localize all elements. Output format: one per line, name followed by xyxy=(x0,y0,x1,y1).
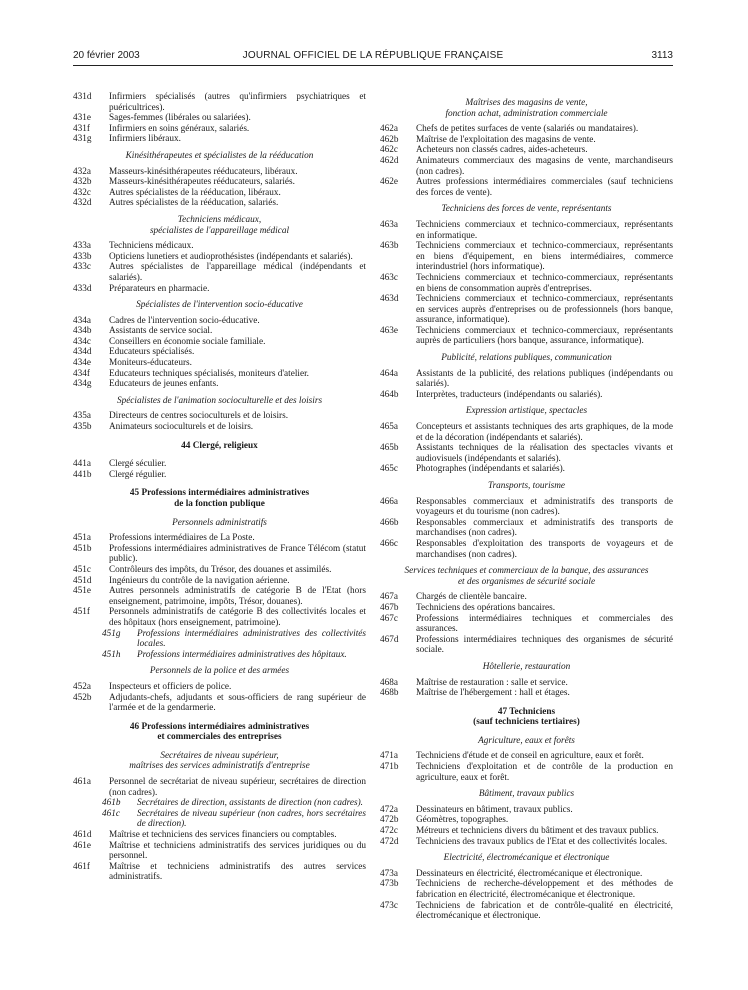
category-subheading: Bâtiment, travaux publics xyxy=(478,789,575,800)
occupation-entry xyxy=(380,273,673,294)
occupation-entry xyxy=(73,862,366,883)
occupation-code: 467b xyxy=(380,602,399,613)
occupation-label: Ingénieurs du contrôle de la navigation aérienne. xyxy=(109,575,290,586)
occupation-label: Acheteurs non classés cadres, aides-acheteurs. xyxy=(416,145,588,156)
occupation-code: 434f xyxy=(73,368,90,379)
occupation-label: Responsables commerciaux et administratifs des transports de marchandises (non cadres). xyxy=(416,517,673,539)
group-heading: 46 Professions intermédiaires administratives et commerciales des entreprises xyxy=(129,721,310,743)
occupation-entry xyxy=(380,688,673,699)
occupation-label: Infirmiers en soins généraux, salariés. xyxy=(109,123,250,134)
occupation-entry xyxy=(380,443,673,464)
occupation-label: Maîtrise et techniciens administratifs des autres services administratifs. xyxy=(109,861,366,883)
occupation-code: 465c xyxy=(380,464,398,475)
occupation-label: Chefs de petites surfaces de vente (salariés ou mandataires). xyxy=(416,124,639,135)
category-subheading: Techniciens médicaux, spécialistes de l'appareillage médical xyxy=(149,214,290,236)
occupation-label: Masseurs-kinésithérapeutes rééducateurs, libéraux. xyxy=(109,166,298,177)
occupation-code: 472b xyxy=(380,815,399,826)
category-subheading: Personnels de la police et des armées xyxy=(149,666,290,677)
occupation-label: Dessinateurs en bâtiment, travaux publics. xyxy=(416,804,573,815)
group-heading: 44 Clergé, religieux xyxy=(181,440,258,451)
occupation-entry xyxy=(73,262,366,283)
occupation-code: 466c xyxy=(380,538,398,549)
occupation-entry xyxy=(73,798,366,809)
occupation-entry xyxy=(73,777,366,798)
occupation-entry xyxy=(73,358,366,369)
category-subheading: Hôtellerie, restauration xyxy=(482,661,571,672)
occupation-label: Responsables commerciaux et administratifs des transports de voyageurs et du tourisme (non cadres). xyxy=(416,496,673,518)
occupation-label: Sages-femmes (libérales ou salariées). xyxy=(109,113,251,124)
occupation-entry xyxy=(73,284,366,295)
occupation-entry xyxy=(73,693,366,714)
occupation-label: Cadres de l'intervention socio-éducative. xyxy=(109,315,260,326)
occupation-label: Clergé régulier. xyxy=(109,469,167,480)
occupation-label: Professions intermédiaires techniques et commerciales des assurances. xyxy=(416,613,673,635)
occupation-code: 434e xyxy=(73,358,91,369)
occupation-label: Dessinateurs en électricité, électromécanique et électronique. xyxy=(416,868,643,879)
category-subheading: Spécialistes de l'animation socioculturelle et des loisirs xyxy=(116,395,323,406)
occupation-label: Moniteurs-éducateurs. xyxy=(109,358,192,369)
occupation-code: 461c xyxy=(102,808,120,819)
occupation-entry xyxy=(73,167,366,178)
occupation-entry xyxy=(380,837,673,848)
occupation-label: Maîtrise de restauration : salle et service. xyxy=(416,677,568,688)
occupation-entry xyxy=(380,294,673,326)
header-date: 20 février 2003 xyxy=(73,50,140,61)
occupation-entry xyxy=(73,422,366,433)
occupation-label: Techniciens commerciaux et technico-commerciaux, représentants en biens d'équipement, en biens intermédiaires, commerce interindustriel (hors informatique). xyxy=(416,241,673,273)
occupation-label: Maîtrise et techniciens des services financiers ou comptables. xyxy=(109,830,337,841)
occupation-label: Maîtrise de l'exploitation des magasins de vente. xyxy=(416,134,596,145)
occupation-entry xyxy=(380,369,673,390)
occupation-code: 466b xyxy=(380,517,399,528)
occupation-entry xyxy=(73,650,366,661)
occupation-entry xyxy=(73,841,366,862)
occupation-code: 434b xyxy=(73,326,92,337)
occupation-label: Techniciens commerciaux et technico-commerciaux, représentants en services auprès d'entreprises ou de professionnels (hors banque, assurance, informatique). xyxy=(416,294,673,326)
occupation-code: 451b xyxy=(73,543,92,554)
occupation-label: Opticiens lunetiers et audioprothésistes (indépendants et salariés). xyxy=(109,251,353,262)
occupation-code: 432c xyxy=(73,187,91,198)
occupation-entry xyxy=(380,135,673,146)
occupation-code: 434d xyxy=(73,347,92,358)
occupation-entry xyxy=(73,533,366,544)
occupation-label: Techniciens d'étude et de conseil en agriculture, eaux et forêt. xyxy=(416,751,644,762)
occupation-entry xyxy=(73,470,366,481)
occupation-code: 431d xyxy=(73,92,92,102)
occupation-label: Animateurs socioculturels et de loisirs. xyxy=(109,422,254,433)
occupation-label: Educateurs spécialisés. xyxy=(109,347,195,358)
occupation-entry xyxy=(73,629,366,650)
occupation-code: 464a xyxy=(380,368,398,379)
occupation-label: Clergé séculier. xyxy=(109,459,167,470)
occupation-label: Educateurs de jeunes enfants. xyxy=(109,379,219,390)
category-subheading: Secrétaires de niveau supérieur, maîtrises des services administratifs d'entreprise xyxy=(129,750,310,772)
occupation-label: Infirmiers libéraux. xyxy=(109,134,181,145)
occupation-label: Responsables d'exploitation des transports de voyageurs et de marchandises (non cadres). xyxy=(416,538,673,560)
occupation-entry xyxy=(380,751,673,762)
occupation-code: 471a xyxy=(380,751,398,762)
occupation-code: 441a xyxy=(73,459,91,470)
occupation-entry xyxy=(380,762,673,783)
occupation-label: Directeurs de centres socioculturels et de loisirs. xyxy=(109,411,289,422)
journal-title: JOURNAL OFFICIEL DE LA RÉPUBLIQUE FRANÇAISE xyxy=(242,50,504,61)
occupation-entry xyxy=(73,379,366,390)
occupation-entry xyxy=(380,539,673,560)
occupation-code: 461e xyxy=(73,840,91,851)
occupation-label: Autres professions intermédiaires commerciales (sauf techniciens des forces de vente). xyxy=(416,177,673,198)
occupation-code: 431e xyxy=(73,113,91,124)
occupation-entry xyxy=(380,901,673,922)
occupation-code: 451f xyxy=(73,607,90,618)
occupation-code: 432b xyxy=(73,177,92,188)
occupation-entry xyxy=(73,316,366,327)
occupation-entry xyxy=(380,869,673,880)
occupation-label: Animateurs commerciaux des magasins de vente, marchandiseurs (non cadres). xyxy=(416,155,673,177)
occupation-code: 465b xyxy=(380,443,399,454)
occupation-code: 451d xyxy=(73,575,92,586)
occupation-code: 463e xyxy=(380,325,398,336)
page-header xyxy=(73,50,673,66)
occupation-label: Assistants de la publicité, des relations publiques (indépendants ou salariés). xyxy=(416,368,673,390)
occupation-entry xyxy=(380,156,673,177)
occupation-label: Géomètres, topographes. xyxy=(416,815,509,826)
occupation-label: Contrôleurs des impôts, du Trésor, des douanes et assimilés. xyxy=(109,564,332,575)
occupation-code: 461a xyxy=(73,777,91,788)
occupation-entry xyxy=(73,830,366,841)
occupation-code: 472d xyxy=(380,836,399,847)
occupation-label: Secrétaires de niveau supérieur (non cadres, hors secrétaires de direction). xyxy=(137,808,366,830)
occupation-code: 452a xyxy=(73,681,91,692)
occupation-label: Personnels administratifs de catégorie B des collectivités locales et des hôpitaux (hors enseignement, patrimoine). xyxy=(109,607,366,628)
occupation-entry xyxy=(380,879,673,900)
occupation-entry xyxy=(73,809,366,830)
left-column xyxy=(73,92,366,883)
occupation-code: 461f xyxy=(73,861,90,872)
occupation-entry xyxy=(380,592,673,603)
occupation-label: Maîtrise de l'hébergement : hall et étages. xyxy=(416,688,570,699)
occupation-label: Techniciens commerciaux et technico-commerciaux, représentants en informatique. xyxy=(416,219,673,241)
occupation-code: 467d xyxy=(380,634,399,645)
occupation-entry xyxy=(73,586,366,607)
occupation-entry xyxy=(73,113,366,124)
occupation-entry xyxy=(73,607,366,628)
occupation-code: 463a xyxy=(380,219,398,230)
occupation-code: 434c xyxy=(73,336,91,347)
occupation-entry xyxy=(73,544,366,565)
occupation-entry xyxy=(73,576,366,587)
occupation-code: 452b xyxy=(73,692,92,703)
occupation-entry xyxy=(380,145,673,156)
occupation-code: 467a xyxy=(380,592,398,603)
category-subheading: Publicité, relations publiques, communication xyxy=(441,353,612,364)
occupation-code: 464b xyxy=(380,389,399,400)
occupation-label: Techniciens d'exploitation et de contrôle de la production en agriculture, eaux et forêt. xyxy=(416,762,673,783)
occupation-label: Techniciens de fabrication et de contrôle-qualité en électricité, électromécanique et électronique. xyxy=(416,900,673,922)
category-subheading: Electricité, électromécanique et électronique xyxy=(443,853,610,864)
occupation-code: 463c xyxy=(380,272,398,283)
occupation-label: Techniciens commerciaux et technico-commerciaux, représentants en biens de consommation auprès d'entreprises. xyxy=(416,272,673,294)
category-subheading: Transports, tourisme xyxy=(487,481,566,491)
occupation-entry xyxy=(73,459,366,470)
occupation-code: 461d xyxy=(73,830,92,841)
occupation-label: Techniciens de recherche-développement et des méthodes de fabrication en électricité, électromécanique et électronique. xyxy=(416,879,673,900)
occupation-code: 468b xyxy=(380,688,399,699)
occupation-label: Concepteurs et assistants techniques des arts graphiques, de la mode et de la décoration (indépendants et salariés). xyxy=(416,422,673,443)
occupation-code: 433a xyxy=(73,241,91,252)
occupation-code: 435a xyxy=(73,411,91,422)
occupation-label: Adjudants-chefs, adjudants et sous-officiers de rang supérieur de l'armée et de la gendarmerie. xyxy=(109,692,366,714)
category-subheading: Maîtrises des magasins de vente, fonction achat, administration commerciale xyxy=(445,98,608,119)
occupation-code: 433b xyxy=(73,251,92,262)
occupation-label: Préparateurs en pharmacie. xyxy=(109,283,210,294)
occupation-code: 473a xyxy=(380,868,398,879)
occupation-code: 466a xyxy=(380,496,398,507)
occupation-code: 462d xyxy=(380,155,399,166)
occupation-code: 451g xyxy=(102,628,121,639)
occupation-entry xyxy=(73,369,366,380)
occupation-code: 434a xyxy=(73,315,91,326)
occupation-label: Photographes (indépendants et salariés). xyxy=(416,464,565,475)
occupation-label: Conseillers en économie sociale familiale. xyxy=(109,336,266,347)
occupation-entry xyxy=(380,614,673,635)
occupation-entry xyxy=(380,422,673,443)
occupation-label: Autres personnels administratifs de catégorie B de l'Etat (hors enseignement, patrimoine, impôts, Trésor, douanes). xyxy=(109,586,366,607)
occupation-label: Infirmiers spécialisés (autres qu'infirmiers psychiatriques et puéricultrices). xyxy=(109,92,366,113)
occupation-label: Interprètes, traducteurs (indépendants ou salariés). xyxy=(416,389,603,400)
page-number: 3113 xyxy=(651,50,673,61)
occupation-code: 435b xyxy=(73,422,92,433)
occupation-label: Professions intermédiaires administratives des hôpitaux. xyxy=(137,649,347,660)
occupation-entry xyxy=(73,347,366,358)
occupation-label: Professions intermédiaires administratives de France Télécom (statut public). xyxy=(109,543,366,565)
occupation-code: 434g xyxy=(73,379,92,390)
category-subheading: Personnels administratifs xyxy=(172,517,267,528)
occupation-entry xyxy=(380,603,673,614)
category-subheading: Spécialistes de l'intervention socio-éducative xyxy=(136,300,303,311)
header-rule xyxy=(73,65,673,66)
occupation-label: Professions intermédiaires administratives des collectivités locales. xyxy=(137,628,366,650)
occupation-code: 432a xyxy=(73,166,91,177)
occupation-code: 451a xyxy=(73,533,91,544)
occupation-label: Autres spécialistes de la rééducation, libéraux. xyxy=(109,187,281,198)
occupation-code: 433d xyxy=(73,283,92,294)
occupation-label: Techniciens médicaux. xyxy=(109,241,194,252)
occupation-code: 462a xyxy=(380,124,398,135)
category-subheading: Agriculture, eaux et forêts xyxy=(478,735,575,746)
occupation-label: Educateurs techniques spécialisés, moniteurs d'atelier. xyxy=(109,368,309,379)
occupation-code: 451c xyxy=(73,564,91,575)
occupation-entry xyxy=(380,464,673,475)
occupation-label: Masseurs-kinésithérapeutes rééducateurs, salariés. xyxy=(109,177,295,188)
occupation-label: Secrétaires de direction, assistants de direction (non cadres). xyxy=(137,798,363,809)
occupation-code: 461b xyxy=(102,798,121,809)
occupation-entry xyxy=(73,198,366,209)
occupation-label: Métreurs et techniciens divers du bâtiment et des travaux publics. xyxy=(416,826,659,837)
category-subheading: Kinésithérapeutes et spécialistes de la rééducation xyxy=(125,150,314,161)
occupation-code: 467c xyxy=(380,613,398,624)
occupation-entry xyxy=(73,682,366,693)
occupation-code: 431g xyxy=(73,134,92,145)
occupation-code: 473b xyxy=(380,879,399,890)
occupation-code: 473c xyxy=(380,900,398,911)
occupation-entry xyxy=(380,826,673,837)
occupation-code: 468a xyxy=(380,677,398,688)
occupation-label: Professions intermédiaires techniques des organismes de sécurité sociale. xyxy=(416,634,673,656)
occupation-code: 462c xyxy=(380,145,398,156)
occupation-entry xyxy=(73,337,366,348)
occupation-entry xyxy=(380,805,673,816)
group-heading: 47 Techniciens (sauf techniciens tertiaires) xyxy=(473,706,580,728)
occupation-code: 463d xyxy=(380,294,399,305)
occupation-label: Techniciens des opérations bancaires. xyxy=(416,602,556,613)
occupation-entry xyxy=(380,635,673,656)
occupation-entry xyxy=(73,188,366,199)
occupation-code: 441b xyxy=(73,469,92,480)
occupation-entry xyxy=(380,241,673,273)
occupation-entry xyxy=(380,518,673,539)
occupation-code: 472c xyxy=(380,826,398,837)
occupation-entry xyxy=(73,124,366,135)
occupation-entry xyxy=(73,134,366,145)
occupation-entry xyxy=(73,252,366,263)
occupation-entry xyxy=(380,326,673,347)
occupation-label: Personnel de secrétariat de niveau supérieur, secrétaires de direction (non cadres). xyxy=(109,777,366,798)
group-heading: 45 Professions intermédiaires administratives de la fonction publique xyxy=(129,488,310,509)
category-subheading: Techniciens des forces de vente, représentants xyxy=(441,204,612,215)
occupation-entry xyxy=(380,815,673,826)
occupation-code: 462e xyxy=(380,177,398,188)
occupation-label: Techniciens des travaux publics de l'Etat et des collectivités locales. xyxy=(416,836,668,847)
occupation-label: Assistants de service social. xyxy=(109,326,213,337)
category-subheading: Services techniques et commerciaux de la banque, des assurances et des organismes de sécurité sociale xyxy=(404,566,649,587)
occupation-entry xyxy=(380,497,673,518)
occupation-entry xyxy=(73,92,366,113)
occupation-entry xyxy=(73,411,366,422)
category-subheading: Expression artistique, spectacles xyxy=(465,406,588,417)
occupation-entry xyxy=(73,565,366,576)
occupation-label: Chargés de clientèle bancaire. xyxy=(416,592,527,603)
occupation-entry xyxy=(380,390,673,401)
occupation-entry xyxy=(380,124,673,135)
occupation-entry xyxy=(380,678,673,689)
occupation-code: 451e xyxy=(73,586,91,597)
occupation-label: Autres spécialistes de l'appareillage médical (indépendants et salariés). xyxy=(109,262,366,283)
occupation-entry xyxy=(73,177,366,188)
occupation-label: Techniciens commerciaux et technico-commerciaux, représentants auprès de particuliers (hors banque, assurance, informatique). xyxy=(416,325,673,347)
occupation-code: 451h xyxy=(102,649,121,660)
occupation-code: 433c xyxy=(73,262,91,273)
right-column xyxy=(380,92,673,922)
occupation-label: Professions intermédiaires de La Poste. xyxy=(109,533,255,544)
occupation-code: 472a xyxy=(380,804,398,815)
occupation-code: 462b xyxy=(380,134,399,145)
occupation-code: 465a xyxy=(380,422,398,433)
occupation-label: Assistants techniques de la réalisation des spectacles vivants et audiovisuels (indépendants et salariés). xyxy=(416,443,673,464)
occupation-code: 432d xyxy=(73,198,92,209)
occupation-code: 463b xyxy=(380,241,399,252)
occupation-code: 471b xyxy=(380,762,399,773)
occupation-entry xyxy=(380,220,673,241)
occupation-label: Inspecteurs et officiers de police. xyxy=(109,681,232,692)
occupation-entry xyxy=(73,326,366,337)
occupation-entry xyxy=(380,177,673,198)
occupation-entry xyxy=(73,241,366,252)
occupation-label: Autres spécialistes de la rééducation, salariés. xyxy=(109,198,279,209)
occupation-label: Maîtrise et techniciens administratifs des services juridiques ou du personnel. xyxy=(109,840,366,862)
occupation-code: 431f xyxy=(73,123,90,134)
